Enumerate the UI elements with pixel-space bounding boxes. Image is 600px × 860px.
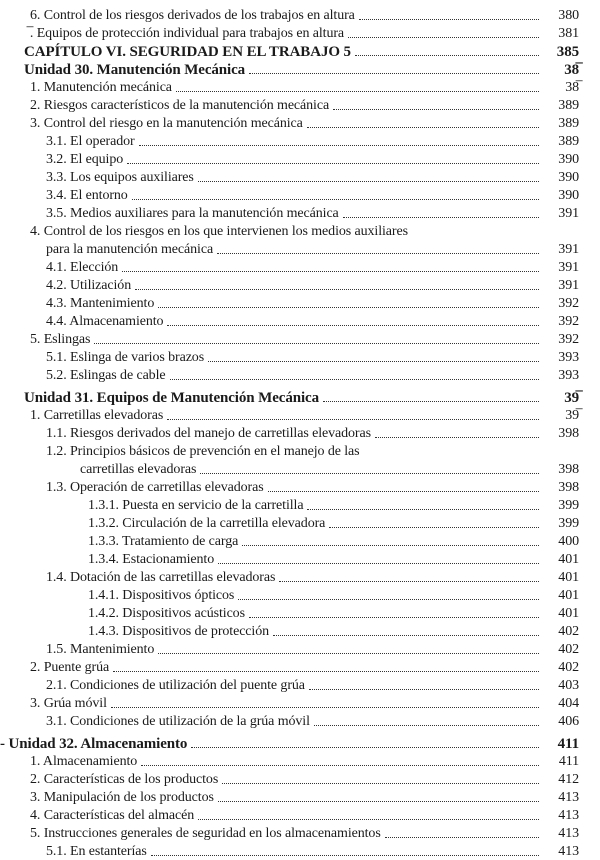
toc-entry-page: 402 <box>558 642 579 657</box>
toc-entry-title: 4.3. Mantenimiento <box>46 296 155 311</box>
toc-entry-title: 3. Control del riesgo en la manutención mecánica <box>30 116 303 131</box>
toc-entry-title: 3.1. El operador <box>46 134 135 149</box>
toc-entry-page: 413 <box>558 844 579 859</box>
toc-entry-page: 38̅ <box>565 80 579 95</box>
toc-entry-page: 390 <box>558 188 579 203</box>
dot-leader <box>94 343 539 344</box>
dot-leader <box>198 819 539 820</box>
toc-entry-title: 4.4. Almacenamiento <box>46 314 164 329</box>
toc-entry <box>0 388 600 406</box>
toc-entry-title: 1.3.2. Circulación de la carretilla elevadora <box>88 516 326 531</box>
dot-leader <box>343 217 539 218</box>
toc-entry-page: 411 <box>557 736 579 752</box>
dot-leader <box>355 55 539 56</box>
toc-entry-title: 1.4. Dotación de las carretillas elevadoras <box>46 570 276 585</box>
toc-entry <box>0 842 600 860</box>
toc-entry-title: - Unidad 32. Almacenamiento <box>0 736 188 752</box>
toc-entry <box>0 640 600 658</box>
toc-entry-title: 1.4.3. Dispositivos de protección <box>88 624 270 639</box>
toc-entry <box>0 752 600 770</box>
dot-leader <box>158 307 539 308</box>
toc-entry-page: 402 <box>558 624 579 639</box>
toc-entry-page: 392 <box>558 314 579 329</box>
toc-entry <box>0 676 600 694</box>
toc-entry <box>0 514 600 532</box>
toc-entry <box>0 604 600 622</box>
toc-entry-page: 390 <box>558 170 579 185</box>
dot-leader <box>122 271 539 272</box>
dot-leader <box>242 545 539 546</box>
toc-entry-title: 6. Control de los riesgos derivados de los trabajos en altura <box>30 8 355 23</box>
toc-entry-page: 401 <box>558 606 579 621</box>
toc-entry-title: carretillas elevadoras <box>80 462 197 477</box>
dot-leader <box>333 109 539 110</box>
dot-leader <box>279 581 539 582</box>
toc-entry <box>0 204 600 222</box>
dot-leader <box>200 473 539 474</box>
toc-entry <box>0 276 600 294</box>
toc-entry-title: 1.4.1. Dispositivos ópticos <box>88 588 235 603</box>
toc-entry <box>0 770 600 788</box>
toc-entry-page: 380 <box>558 8 579 23</box>
toc-entry-title: 3.3. Los equipos auxiliares <box>46 170 194 185</box>
toc-entry <box>0 96 600 114</box>
dot-leader <box>208 361 539 362</box>
toc-entry-page: 392 <box>558 296 579 311</box>
toc-entry-page: 403 <box>558 678 579 693</box>
toc-entry <box>0 6 600 24</box>
toc-entry-title: 1. Manutención mecánica <box>30 80 172 95</box>
toc-entry <box>0 312 600 330</box>
toc-entry-page: 391 <box>558 242 579 257</box>
toc-entry <box>0 78 600 96</box>
toc-entry-page: 400 <box>558 534 579 549</box>
toc-entry <box>0 586 600 604</box>
toc-entry-page: 385 <box>556 44 579 60</box>
toc-entry <box>0 694 600 712</box>
toc-entry <box>0 442 600 460</box>
toc-entry-title: 1. Almacenamiento <box>30 754 138 769</box>
dot-leader <box>170 379 540 380</box>
dot-leader <box>323 401 539 402</box>
dot-leader <box>222 783 539 784</box>
toc-entry-page: 413 <box>558 826 579 841</box>
dot-leader <box>249 617 539 618</box>
toc-entry-page: 389 <box>558 134 579 149</box>
toc-entry-page: 390 <box>558 152 579 167</box>
dot-leader <box>151 855 539 856</box>
toc-entry-title: 1.3.1. Puesta en servicio de la carretilla <box>88 498 304 513</box>
toc-entry <box>0 258 600 276</box>
toc-entry <box>0 806 600 824</box>
toc-entry-page: 404 <box>558 696 579 711</box>
toc-entry-title: Unidad 31. Equipos de Manutención Mecánica <box>24 390 320 406</box>
toc-entry <box>0 186 600 204</box>
toc-entry-page: 38̅ <box>564 62 579 78</box>
toc-entry-title: 4.1. Elección <box>46 260 119 275</box>
toc-entry-page: 413 <box>558 790 579 805</box>
dot-leader <box>218 801 539 802</box>
toc-entry-page: 39̅ <box>564 390 579 406</box>
toc-entry <box>0 168 600 186</box>
dot-leader <box>307 509 539 510</box>
toc-entry-title: 5.2. Eslingas de cable <box>46 368 166 383</box>
toc-entry-page: 413 <box>558 808 579 823</box>
dot-leader <box>309 689 539 690</box>
toc-entry-title: 2. Características de los productos <box>30 772 219 787</box>
toc-entry-title: 1.5. Mantenimiento <box>46 642 155 657</box>
toc-entry-title: 4. Características del almacén <box>30 808 195 823</box>
toc-entry-title: 3.5. Medios auxiliares para la manutención mecánica <box>46 206 339 221</box>
dot-leader <box>217 253 539 254</box>
dot-leader <box>385 837 539 838</box>
dot-leader <box>141 765 539 766</box>
toc-entry <box>0 568 600 586</box>
dot-leader <box>238 599 539 600</box>
dot-leader <box>314 725 539 726</box>
dot-leader <box>348 37 539 38</box>
toc-entry-page: 391 <box>558 206 579 221</box>
toc-entry <box>0 240 600 258</box>
toc-entry-title: 3. Manipulación de los productos <box>30 790 214 805</box>
dot-leader <box>218 563 539 564</box>
toc-entry <box>0 24 600 42</box>
toc-entry-page: 393 <box>558 350 579 365</box>
toc-entry-title: ̅. Equipos de protección individual para trabajos en altura <box>30 26 345 41</box>
toc-entry <box>0 788 600 806</box>
dot-leader <box>268 491 539 492</box>
toc-entry <box>0 532 600 550</box>
dot-leader <box>249 73 539 74</box>
toc-entry <box>0 734 600 752</box>
toc-entry <box>0 348 600 366</box>
toc-entry <box>0 712 600 730</box>
toc-entry-title: 2.1. Condiciones de utilización del puente grúa <box>46 678 305 693</box>
toc-entry-page: 39̅ <box>565 408 579 423</box>
toc-entry-page: 402 <box>558 660 579 675</box>
toc-entry-page: 389 <box>558 116 579 131</box>
toc-entry <box>0 496 600 514</box>
toc-entry-title: CAPÍTULO VI. SEGURIDAD EN EL TRABAJO 5 <box>24 44 351 60</box>
toc-entry-title: 5.1. En estanterías <box>46 844 147 859</box>
toc-entry-title: 1.4.2. Dispositivos acústicos <box>88 606 245 621</box>
toc-entry-page: 401 <box>558 570 579 585</box>
toc-entry <box>0 658 600 676</box>
toc-entry-title: 3.2. El equipo <box>46 152 124 167</box>
dot-leader <box>375 437 539 438</box>
toc-entry-page: 391 <box>558 278 579 293</box>
toc-entry-page: 381 <box>558 26 579 41</box>
dot-leader <box>198 181 539 182</box>
dot-leader <box>113 671 539 672</box>
toc-entry <box>0 424 600 442</box>
dot-leader <box>359 19 539 20</box>
toc-entry-title: 1.2. Principios básicos de prevención en el manejo de las <box>46 444 360 459</box>
toc-entry <box>0 294 600 312</box>
toc-entry <box>0 478 600 496</box>
toc-entry-page: 412 <box>558 772 579 787</box>
toc-entry-title: 1.3.4. Estacionamiento <box>88 552 215 567</box>
toc-entry-title: 3. Grúa móvil <box>30 696 107 711</box>
toc-entry <box>0 330 600 348</box>
toc-entry-page: 398 <box>558 462 579 477</box>
toc-entry-page: 392 <box>558 332 579 347</box>
toc-entry-title: 4. Control de los riesgos en los que intervienen los medios auxiliares <box>30 224 408 239</box>
dot-leader <box>176 91 539 92</box>
dot-leader <box>111 707 539 708</box>
toc-entry-title: para la manutención mecánica <box>46 242 214 257</box>
toc-entry-page: 389 <box>558 98 579 113</box>
toc-entry-title: 5. Eslingas <box>30 332 91 347</box>
dot-leader <box>139 145 539 146</box>
toc-entry-title: 3.4. El entorno <box>46 188 128 203</box>
toc-entry <box>0 366 600 384</box>
dot-leader <box>132 199 539 200</box>
toc-entry-title: 1. Carretillas elevadoras <box>30 408 164 423</box>
toc-entry <box>0 132 600 150</box>
toc-entry-page: 401 <box>558 552 579 567</box>
toc-entry-title: 4.2. Utilización <box>46 278 132 293</box>
toc-entry <box>0 60 600 78</box>
toc-entry <box>0 550 600 568</box>
toc-entry-page: 399 <box>558 498 579 513</box>
dot-leader <box>273 635 539 636</box>
toc-entry-title: 1.3.3. Tratamiento de carga <box>88 534 239 549</box>
dot-leader <box>127 163 539 164</box>
toc-entry <box>0 42 600 60</box>
toc-entry <box>0 406 600 424</box>
dot-leader <box>307 127 539 128</box>
toc-entry-page: 391 <box>558 260 579 275</box>
toc-entry-title: 2. Riesgos característicos de la manutención mecánica <box>30 98 330 113</box>
toc-entry <box>0 824 600 842</box>
toc-entry-page: 406 <box>558 714 579 729</box>
table-of-contents <box>0 6 600 860</box>
toc-entry-title: 2. Puente grúa <box>30 660 110 675</box>
toc-entry <box>0 622 600 640</box>
toc-entry <box>0 222 600 240</box>
dot-leader <box>191 747 539 748</box>
dot-leader <box>167 325 539 326</box>
dot-leader <box>135 289 539 290</box>
toc-entry-page: 393 <box>558 368 579 383</box>
toc-entry <box>0 460 600 478</box>
toc-entry-title: 5.1. Eslinga de varios brazos <box>46 350 205 365</box>
toc-entry-page: 399 <box>558 516 579 531</box>
dot-leader <box>329 527 539 528</box>
toc-entry-title: 1.1. Riesgos derivados del manejo de carretillas elevadoras <box>46 426 371 441</box>
toc-entry <box>0 114 600 132</box>
toc-entry-title: 1.3. Operación de carretillas elevadoras <box>46 480 264 495</box>
toc-entry <box>0 150 600 168</box>
dot-leader <box>167 419 539 420</box>
toc-entry-page: 401 <box>558 588 579 603</box>
toc-entry-title: 5. Instrucciones generales de seguridad en los almacenamientos <box>30 826 381 841</box>
toc-entry-page: 411 <box>558 754 579 769</box>
dot-leader <box>158 653 539 654</box>
toc-entry-title: 3.1. Condiciones de utilización de la grúa móvil <box>46 714 310 729</box>
toc-entry-title: Unidad 30. Manutención Mecánica <box>24 62 246 78</box>
toc-entry-page: 398 <box>558 480 579 495</box>
toc-entry-page: 398 <box>558 426 579 441</box>
